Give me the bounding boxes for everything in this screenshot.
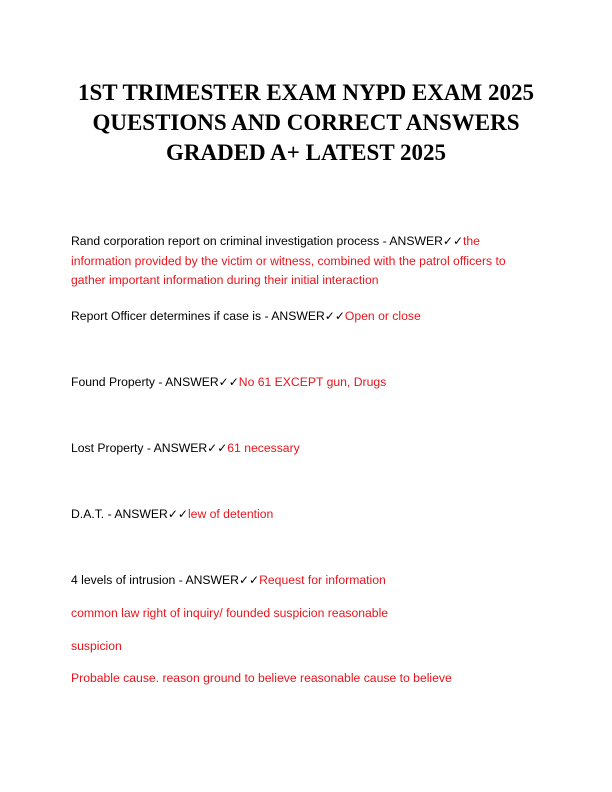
double-check-icon: ✓✓ — [324, 309, 345, 323]
document-title — [40, 78, 572, 168]
question-text: Lost Property - ANSWER — [71, 441, 208, 455]
qa-item-lost-property — [71, 439, 541, 459]
answer-text: lew of detention — [187, 507, 274, 521]
double-check-icon: ✓✓ — [238, 573, 260, 587]
double-check-icon: ✓✓ — [442, 234, 463, 248]
answer-continuation-line: Probable cause. reason ground to believe reasonable cause to believe — [71, 671, 452, 685]
question-text: Report Officer determines if case is - ANSWER — [71, 309, 325, 323]
answer-continuation-line: suspicion — [71, 639, 122, 653]
double-check-icon: ✓✓ — [207, 441, 228, 455]
answer-text: 61 necessary — [227, 441, 300, 455]
qa-item-report-officer — [71, 307, 541, 327]
answer-text: Request for information — [259, 573, 386, 587]
question-text: Rand corporation report on criminal investigation process - ANSWER — [71, 234, 443, 248]
answer-text: Open or close — [344, 309, 421, 323]
question-text: D.A.T. - ANSWER — [71, 507, 168, 521]
answer-text: No 61 EXCEPT gun, Drugs — [238, 375, 387, 389]
title-line-1: 1ST TRIMESTER EXAM NYPD EXAM 2025 — [77, 80, 534, 105]
question-text: 4 levels of intrusion - ANSWER — [71, 573, 239, 587]
qa-item-dat — [71, 505, 541, 525]
answer-text: the information provided by the victim or witness, combined with the patrol officers to gather important information during their initial interaction — [71, 234, 506, 287]
title-line-2: QUESTIONS AND CORRECT ANSWERS — [92, 110, 520, 135]
title-line-3: GRADED A+ LATEST 2025 — [165, 140, 446, 165]
question-text: Found Property - ANSWER — [71, 375, 219, 389]
double-check-icon: ✓✓ — [167, 507, 188, 521]
qa-item-found-property — [71, 373, 541, 393]
qa-item-levels-of-intrusion — [71, 571, 541, 591]
answer-continuation-line: common law right of inquiry/ founded suspicion reasonable — [71, 606, 389, 620]
qa-item-rand-report — [71, 232, 541, 291]
double-check-icon: ✓✓ — [218, 375, 239, 389]
